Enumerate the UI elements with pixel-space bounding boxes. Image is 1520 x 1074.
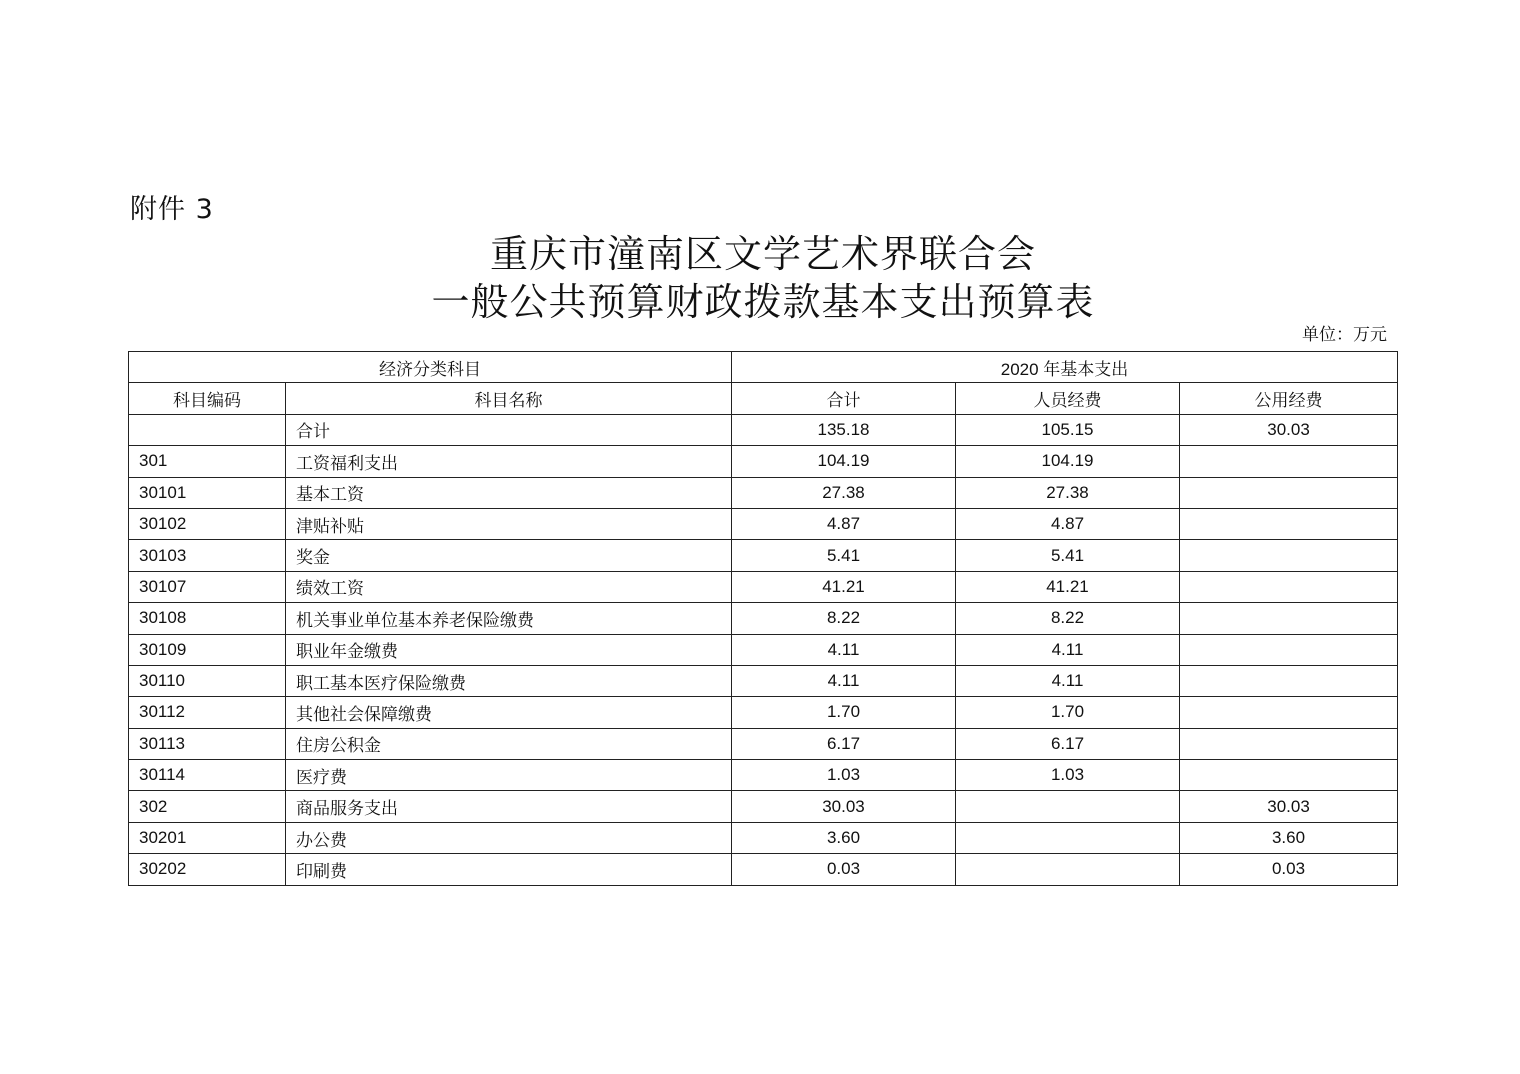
- cell-personnel: [956, 791, 1180, 822]
- page-title-line2: 一般公共预算财政拨款基本支出预算表: [431, 280, 1095, 324]
- cell-code: 30112: [129, 697, 286, 728]
- cell-name: 津贴补贴: [286, 508, 732, 539]
- table-row: [129, 854, 1398, 885]
- cell-public: [1180, 665, 1398, 696]
- cell-public: [1180, 603, 1398, 634]
- cell-name: 商品服务支出: [286, 791, 732, 822]
- cell-personnel: 5.41: [956, 540, 1180, 571]
- cell-code: 30110: [129, 665, 286, 696]
- cell-code: 30201: [129, 822, 286, 853]
- budget-table: [128, 351, 1398, 886]
- column-header-name: 科目名称: [286, 383, 732, 414]
- cell-total: 4.87: [732, 508, 956, 539]
- table-row: [129, 571, 1398, 602]
- cell-public: 3.60: [1180, 822, 1398, 853]
- table-row: [129, 540, 1398, 571]
- column-header-code: 科目编码: [129, 383, 286, 414]
- cell-personnel: 104.19: [956, 446, 1180, 477]
- cell-code: 30108: [129, 603, 286, 634]
- page-title-line1: 重庆市潼南区文学艺术界联合会: [489, 232, 1036, 276]
- cell-name: 办公费: [286, 822, 732, 853]
- cell-total: 3.60: [732, 822, 956, 853]
- column-header-personnel: 人员经费: [956, 383, 1180, 414]
- cell-total: 4.11: [732, 665, 956, 696]
- cell-name: 印刷费: [286, 854, 732, 885]
- cell-total: 135.18: [732, 414, 956, 445]
- table-row: [129, 634, 1398, 665]
- cell-public: [1180, 477, 1398, 508]
- cell-code: 30202: [129, 854, 286, 885]
- cell-total: 1.03: [732, 760, 956, 791]
- cell-personnel: 6.17: [956, 728, 1180, 759]
- cell-name: 工资福利支出: [286, 446, 732, 477]
- cell-public: 30.03: [1180, 791, 1398, 822]
- cell-name: 奖金: [286, 540, 732, 571]
- table-row: [129, 446, 1398, 477]
- cell-personnel: 4.11: [956, 634, 1180, 665]
- cell-code: 30103: [129, 540, 286, 571]
- cell-code: 30113: [129, 728, 286, 759]
- group-header-expenditure: 2020 年基本支出: [732, 352, 1398, 383]
- cell-public: 0.03: [1180, 854, 1398, 885]
- cell-personnel: 4.87: [956, 508, 1180, 539]
- cell-personnel: 4.11: [956, 665, 1180, 696]
- cell-public: [1180, 540, 1398, 571]
- cell-name: 医疗费: [286, 760, 732, 791]
- table-row: [129, 791, 1398, 822]
- table-row: [129, 603, 1398, 634]
- attachment-label: 附件 3: [130, 194, 214, 225]
- cell-personnel: 1.70: [956, 697, 1180, 728]
- cell-public: [1180, 728, 1398, 759]
- cell-code: 30101: [129, 477, 286, 508]
- column-header-total: 合计: [732, 383, 956, 414]
- cell-total: 4.11: [732, 634, 956, 665]
- cell-public: [1180, 634, 1398, 665]
- table-row: [129, 822, 1398, 853]
- cell-code: 30109: [129, 634, 286, 665]
- cell-name: 职工基本医疗保险缴费: [286, 665, 732, 696]
- table-row: [129, 508, 1398, 539]
- cell-name: 基本工资: [286, 477, 732, 508]
- cell-total: 30.03: [732, 791, 956, 822]
- cell-personnel: 105.15: [956, 414, 1180, 445]
- cell-personnel: [956, 822, 1180, 853]
- table-row: [129, 477, 1398, 508]
- table-row: [129, 728, 1398, 759]
- cell-name: 其他社会保障缴费: [286, 697, 732, 728]
- column-header-row: [129, 383, 1398, 414]
- table-row: [129, 760, 1398, 791]
- cell-name: 绩效工资: [286, 571, 732, 602]
- column-header-public: 公用经费: [1180, 383, 1398, 414]
- cell-public: [1180, 697, 1398, 728]
- table-row: [129, 414, 1398, 445]
- cell-code: 302: [129, 791, 286, 822]
- cell-code: 301: [129, 446, 286, 477]
- cell-total: 5.41: [732, 540, 956, 571]
- cell-code: [129, 414, 286, 445]
- cell-public: [1180, 446, 1398, 477]
- cell-code: 30114: [129, 760, 286, 791]
- cell-public: [1180, 571, 1398, 602]
- cell-total: 0.03: [732, 854, 956, 885]
- cell-name: 合计: [286, 414, 732, 445]
- cell-public: 30.03: [1180, 414, 1398, 445]
- cell-public: [1180, 760, 1398, 791]
- cell-personnel: 1.03: [956, 760, 1180, 791]
- cell-total: 27.38: [732, 477, 956, 508]
- table-body: [129, 414, 1398, 885]
- group-header-classification: 经济分类科目: [129, 352, 732, 383]
- cell-total: 8.22: [732, 603, 956, 634]
- table-row: [129, 697, 1398, 728]
- cell-personnel: [956, 854, 1180, 885]
- cell-name: 职业年金缴费: [286, 634, 732, 665]
- cell-total: 1.70: [732, 697, 956, 728]
- cell-name: 住房公积金: [286, 728, 732, 759]
- cell-personnel: 27.38: [956, 477, 1180, 508]
- cell-total: 6.17: [732, 728, 956, 759]
- cell-personnel: 8.22: [956, 603, 1180, 634]
- cell-total: 104.19: [732, 446, 956, 477]
- unit-label: 单位：万元: [1302, 325, 1387, 345]
- cell-public: [1180, 508, 1398, 539]
- table-row: [129, 665, 1398, 696]
- cell-personnel: 41.21: [956, 571, 1180, 602]
- cell-code: 30102: [129, 508, 286, 539]
- cell-total: 41.21: [732, 571, 956, 602]
- cell-name: 机关事业单位基本养老保险缴费: [286, 603, 732, 634]
- group-header-row: [129, 352, 1398, 383]
- cell-code: 30107: [129, 571, 286, 602]
